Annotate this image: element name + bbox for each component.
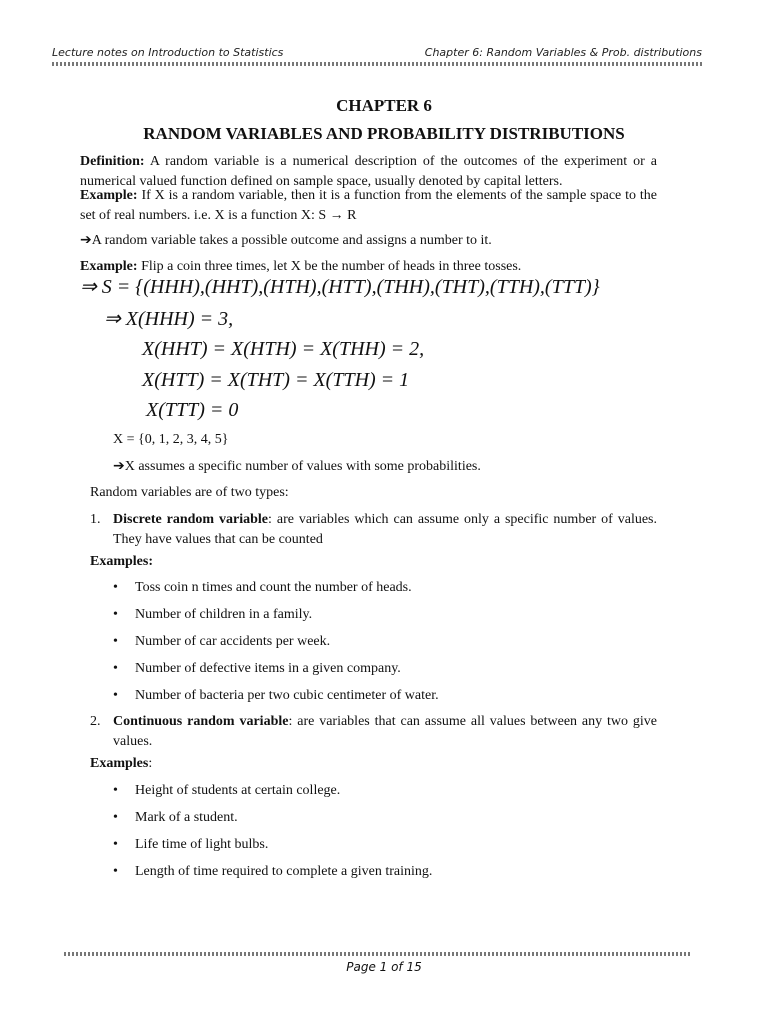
- discrete-label: Discrete random variable: [113, 512, 269, 527]
- chapter-title: RANDOM VARIABLES AND PROBABILITY DISTRIBUTIONS: [143, 124, 625, 143]
- continuous-examples-heading: [90, 756, 152, 772]
- chapter-number: CHAPTER 6: [336, 96, 432, 115]
- list-number: 2.: [90, 714, 101, 729]
- running-header: [52, 46, 702, 60]
- definition-text: A random variable is a numerical description of the outcomes of the experiment or a numerical valued function defined on sample space, usually denoted by capital letters.: [80, 154, 657, 189]
- page-number: Page 1 of 15: [346, 960, 422, 974]
- equation-x-ttt: X(TTT) = 0: [146, 399, 239, 421]
- bullet-icon: •: [113, 688, 118, 703]
- bullet-icon: •: [113, 661, 118, 676]
- list-item-text: Height of students at certain college.: [135, 783, 341, 798]
- continuous-label: Continuous random variable: [113, 714, 289, 729]
- bullet-icon: •: [113, 837, 118, 852]
- list-item-text: Length of time required to complete a given training.: [135, 864, 433, 879]
- bullet-icon: •: [113, 634, 118, 649]
- equation-x-hhh: ⇒ X(HHH) = 3,: [104, 308, 234, 330]
- coin-example-label: Example:: [80, 259, 138, 274]
- header-divider: [52, 62, 704, 66]
- list-item-text: Number of car accidents per week.: [135, 634, 331, 649]
- x-value-set: X = {0, 1, 2, 3, 4, 5}: [113, 432, 229, 447]
- note-text: A random variable takes a possible outcome and assigns a number to it.: [91, 233, 492, 248]
- list-item-text: Toss coin n times and count the number of heads.: [135, 580, 412, 595]
- coin-example-text: Flip a coin three times, let X be the number of heads in three tosses.: [141, 259, 522, 274]
- list-item-text: Number of children in a family.: [135, 607, 313, 622]
- bullet-icon: •: [113, 607, 118, 622]
- note-random-variable: [80, 232, 492, 249]
- bullet-icon: •: [113, 810, 118, 825]
- discrete-examples-heading: Examples:: [90, 554, 153, 569]
- arrow-icon: ➔: [113, 458, 125, 474]
- continuous-definition: [90, 712, 657, 752]
- equation-x-two-heads: X(HHT) = X(HTH) = X(THH) = 2,: [142, 338, 425, 360]
- equation-x-one-head: X(HTT) = X(THT) = X(TTH) = 1: [142, 369, 410, 391]
- types-intro: Random variables are of two types:: [90, 485, 289, 500]
- list-item-text: Number of defective items in a given company.: [135, 661, 401, 676]
- bullet-icon: •: [113, 580, 118, 595]
- header-course-title: Lecture notes on Introduction to Statistics: [52, 46, 284, 59]
- header-chapter-title: Chapter 6: Random Variables & Prob. distributions: [424, 46, 702, 59]
- bullet-icon: •: [113, 864, 118, 879]
- bullet-icon: •: [113, 783, 118, 798]
- note-text: X assumes a specific number of values with some probabilities.: [124, 459, 481, 474]
- example-paragraph: [80, 186, 657, 226]
- list-item-text: Number of bacteria per two cubic centimeter of water.: [135, 688, 439, 703]
- discrete-definition: [90, 510, 657, 550]
- continuous-examples-label: Examples: [90, 756, 149, 771]
- continuous-examples-colon: :: [148, 756, 153, 771]
- list-item-text: Life time of light bulbs.: [135, 837, 269, 852]
- sample-space-equation: ⇒ S = {(HHH),(HHT),(HTH),(HTT),(THH),(THT),(TTH),(TTT)}: [80, 276, 600, 298]
- list-item-text: Mark of a student.: [135, 810, 238, 825]
- example-text: If X is a random variable, then it is a function from the elements of the sample space to the set of real numbers. i.e. X is a function X: S → R: [80, 188, 657, 223]
- note-x-values: [113, 458, 481, 475]
- list-number: 1.: [90, 512, 101, 527]
- example-label: Example:: [80, 188, 138, 203]
- footer-divider: [64, 952, 690, 956]
- discrete-text: : are variables which can assume only a specific number of values. They have values that can be counted: [113, 512, 657, 547]
- definition-label: Definition:: [80, 154, 145, 169]
- arrow-icon: ➔: [80, 232, 92, 248]
- continuous-text: : are variables that can assume all values between any two give values.: [113, 714, 657, 749]
